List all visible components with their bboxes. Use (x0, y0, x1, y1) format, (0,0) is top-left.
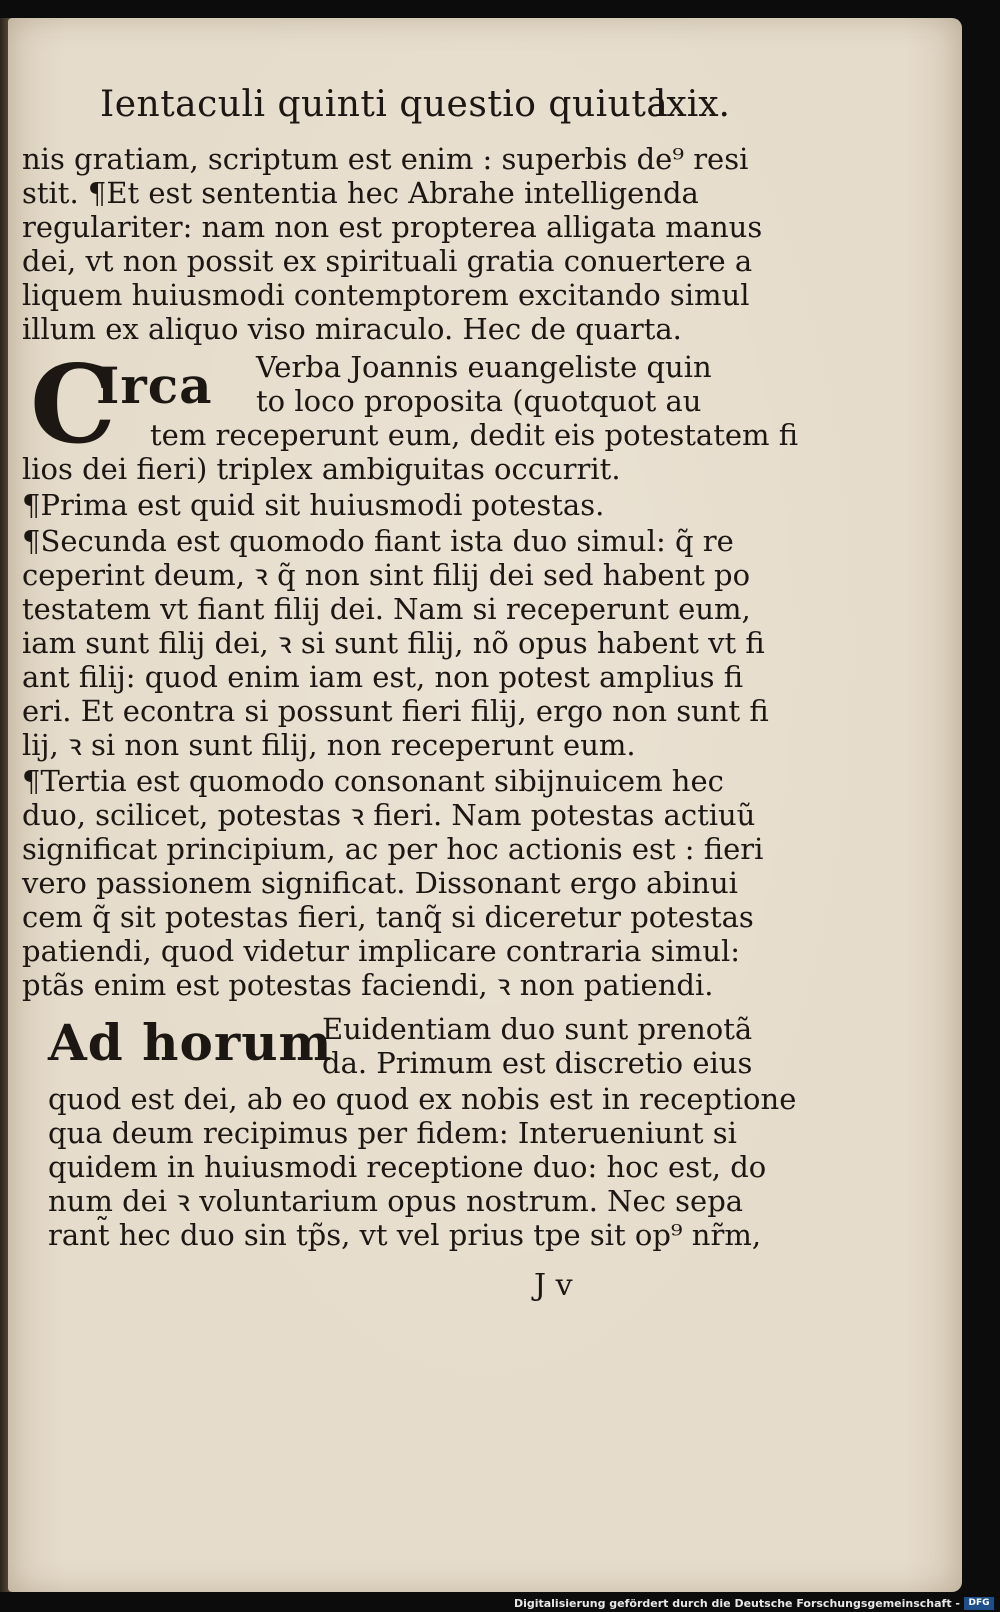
text-line: ¶Tertia est quomodo consonant sibijnuicem hec (22, 764, 724, 798)
text-line: tem receperunt eum, dedit eis potestatem fi (150, 418, 799, 452)
running-head (100, 84, 730, 134)
text-line: ptãs enim est potestas faciendi, ꝛ non patiendi. (22, 968, 714, 1002)
text-line: Verba Joannis euangeliste quin (256, 350, 712, 384)
text-line: quod est dei, ab eo quod ex nobis est in receptione (48, 1082, 797, 1116)
text-line: illum ex aliquo viso miraculo. Hec de quarta. (22, 312, 682, 346)
text-line: testatem vt fiant filij dei. Nam si receperunt eum, (22, 592, 751, 626)
text-line: to loco proposita (quotquot au (256, 384, 702, 418)
text-line: iam sunt filij dei, ꝛ si sunt filij, nõ opus habent vt fi (22, 626, 765, 660)
folio-number: lxix. (654, 84, 730, 125)
text-line: regulariter: nam non est propterea alligata manus (22, 210, 763, 244)
text-line: eri. Et econtra si possunt fieri filij, ergo non sunt fi (22, 694, 769, 728)
dfg-logo-icon: DFG (964, 1597, 994, 1610)
text-line: da. Primum est discretio eius (322, 1046, 753, 1080)
lead-words-ad-horum: Ad horum (48, 1013, 333, 1072)
text-line: Euidentiam duo sunt prenotã (322, 1012, 753, 1046)
text-line: num dei ꝛ voluntarium opus nostrum. Nec sepa (48, 1184, 744, 1218)
decorated-initial-c: C (30, 342, 116, 468)
text-line: ant filij: quod enim iam est, non potest amplius fi (22, 660, 744, 694)
text-line: vero passionem significat. Dissonant ergo abinui (22, 866, 738, 900)
signature-mark: J v (534, 1268, 573, 1303)
text-line: rant̃ hec duo sin tp̃s, vt vel prius tpe sit op⁹ nr̃m, (48, 1218, 762, 1252)
text-line: duo, scilicet, potestas ꝛ fieri. Nam potestas actiuũ (22, 798, 756, 832)
digitization-credit: Digitalisierung gefördert durch die Deutsche Forschungsgemeinschaft - (513, 1597, 960, 1610)
text-line: liquem huiusmodi contemptorem excitando simul (22, 278, 750, 312)
text-line: significat principium, ac per hoc actionis est : fieri (22, 832, 764, 866)
running-head-title: Ientaculi quinti questio quiuta (100, 84, 669, 125)
text-line: cem q̃ sit potestas fieri, tanq̃ si diceretur potestas (22, 900, 754, 934)
text-line: ¶Prima est quid sit huiusmodi potestas. (22, 488, 605, 522)
text-line: lios dei fieri) triplex ambiguitas occurrit. (22, 452, 621, 486)
text-line: dei, vt non possit ex spirituali gratia conuertere a (22, 244, 753, 278)
text-line: qua deum recipimus per fidem: Interueniunt si (48, 1116, 737, 1150)
text-line: nis gratiam, scriptum est enim : superbis de⁹ resi (22, 142, 749, 176)
text-line: patiendi, quod videtur implicare contraria simul: (22, 934, 741, 968)
text-line: lij, ꝛ si non sunt filij, non receperunt eum. (22, 728, 636, 762)
text-line: ceperint deum, ꝛ q̃ non sint filij dei sed habent po (22, 558, 751, 592)
text-line: ¶Secunda est quomodo fiant ista duo simul: q̃ re (22, 524, 734, 558)
lead-word-irca: Irca (96, 356, 213, 415)
text-line: quidem in huiusmodi receptione duo: hoc est, do (48, 1150, 767, 1184)
text-line: stit. ¶Et est sententia hec Abrahe intelligenda (22, 176, 699, 210)
